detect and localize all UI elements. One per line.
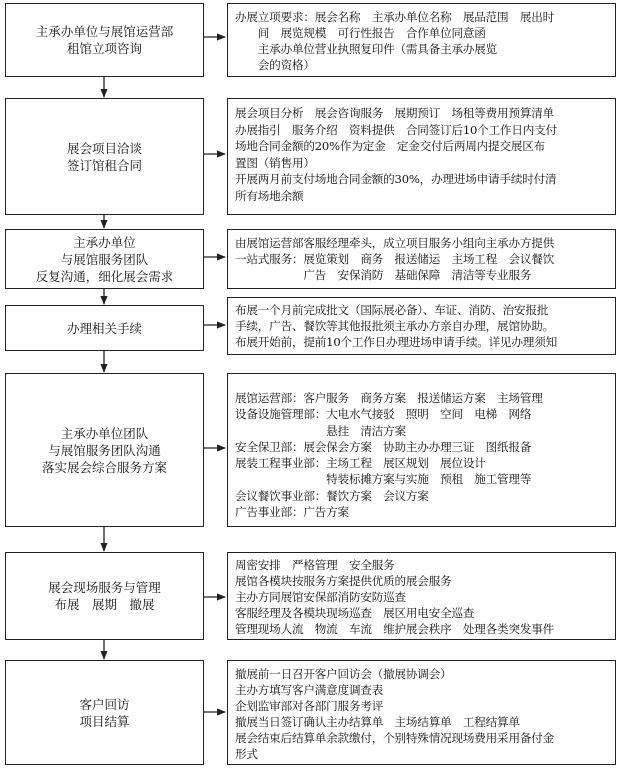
step-2-detail-line: 场地合同金额的20%作为定金 定金交付后两周内提交展区布 <box>235 139 546 153</box>
step-2-detail-line: 所有场地余额 <box>235 188 304 203</box>
step-6-detail-line: 主办方同展馆安保部消防安防巡查 <box>235 590 406 604</box>
step-2-detail-line: 开展两月前支付场地合同金额的30%，办理进场申请手续时付清 <box>235 172 557 186</box>
step-3-detail-line: 由展馆运营部客服经理牵头，成立项目服务小组向主承办方提供 <box>235 236 555 250</box>
step-6-detail-line: 客服经理及各模块现场巡查 展区用电安全巡查 <box>235 606 475 620</box>
step-1-detail-line: 主承办单位营业执照复印件（需具备主承办展览 <box>235 42 498 56</box>
step-3-details-box <box>227 229 616 289</box>
step-3-box <box>5 229 204 289</box>
step-2-box <box>5 98 204 215</box>
step-3-detail-line: 广告 安保消防 基础保障 清洁等专业服务 <box>235 268 532 282</box>
step-4-title-line-1: 办理相关手续 <box>66 320 142 336</box>
step-4-details-box <box>227 297 616 355</box>
step-2-title-line-1: 展会项目洽谈 <box>66 140 142 156</box>
step-3-title-line-1: 主承办单位 <box>73 234 136 250</box>
step-5-detail-line: 特装标摊方案与实施 预租 施工管理等 <box>235 472 532 487</box>
step-2-detail-line: 展会项目分析 展会咨询服务 展期预订 场租等费用预算清单 <box>235 106 555 120</box>
step-6-detail-line: 周密安排 严格管理 安全服务 <box>235 558 395 572</box>
step-3-title-line-2: 与展馆服务团队 <box>60 251 149 267</box>
step-6-box <box>5 552 204 640</box>
step-5-detail-line: 广告事业部：广告方案 <box>235 505 349 520</box>
step-6-details-box <box>227 552 616 640</box>
step-6-detail-line: 管理现场人流 物流 车流 维护展会秩序 处理各类突发事件 <box>235 622 555 636</box>
step-5-detail-line: 设备设施管理部：大电水气接驳 照明 空间 电梯 网络 <box>235 407 532 422</box>
step-7-detail-line: 主办方填写客户满意度调查表 <box>235 683 384 697</box>
step-2-detail-line: 置图（销售用） <box>235 155 315 170</box>
step-1-detail-line: 间 展览规模 可行性报告 合作单位同意函 <box>235 26 486 40</box>
step-2-title-line-2: 签订馆租合同 <box>66 157 142 173</box>
step-1-details-box <box>227 3 616 77</box>
step-7-detail-line: 展会结束后结算单余款缴付，个别特殊情况现场费用采用备付金 <box>235 731 555 745</box>
step-5-detail-line: 会议餐饮事业部：餐饮方案 会议方案 <box>235 488 429 503</box>
step-5-detail-line: 安全保卫部：展会保会方案 协助主办办理三证 图纸报备 <box>235 439 532 454</box>
step-5-details-box <box>227 373 616 527</box>
step-6-title-line-1: 展会现场服务与管理 <box>48 580 161 595</box>
step-7-box <box>5 660 204 765</box>
step-5-box <box>5 373 204 527</box>
step-4-detail-line: 布展一个月前完成批文（国际展必备）、车证、消防、治安报批 <box>235 303 549 317</box>
step-7-title-line-2: 项目结算 <box>79 713 130 729</box>
step-1-box <box>5 3 204 77</box>
step-7-detail-line: 形式 <box>235 747 258 761</box>
step-1-detail-line: 会的资格） <box>235 58 315 72</box>
step-7-title-line-1: 客户回访 <box>79 696 130 712</box>
step-1-title-line-1: 主承办单位与展馆运营部 <box>35 24 174 39</box>
step-5-title-line-1: 主承办单位团队 <box>60 425 149 441</box>
step-6-detail-line: 展馆各模块按服务方案提供优质的展会服务 <box>235 574 452 588</box>
step-3-detail-line: 一站式服务：展览策划 商务 报送储运 主场工程 会议餐饮 <box>235 252 555 266</box>
step-5-title-line-3: 落实展会综合服务方案 <box>41 459 167 475</box>
step-5-detail-line: 悬挂 清洁方案 <box>235 423 406 438</box>
step-4-detail-line: 布展开始前，提前10个工作日办理进场申请手续。详见办理须知 <box>235 335 557 349</box>
step-7-detail-line: 撤展前一日召开客户回访会（撤展协调会） <box>235 667 452 681</box>
step-4-box <box>5 305 204 351</box>
step-7-details-box <box>227 660 616 765</box>
step-4-detail-line: 手续，广告、餐饮等其他报批须主承办方亲自办理，展馆协助。 <box>235 319 555 333</box>
step-1-title-line-2: 租馆立项咨询 <box>66 41 142 56</box>
step-3-title-line-3: 反复沟通，细化展会需求 <box>35 268 174 284</box>
step-5-detail-line: 展馆运营部：客户服务 商务方案 报送储运方案 主场管理 <box>235 391 543 405</box>
step-1-detail-line: 办展立项要求：展会名称 主承办单位名称 展品范围 展出时 <box>235 10 555 24</box>
step-2-detail-line: 办展指引 服务介绍 资料提供 合同签订后10个工作日内支付 <box>235 122 557 137</box>
step-5-detail-line: 展装工程事业部：主场工程 展区规划 展位设计 <box>235 456 486 471</box>
step-5-title-line-2: 与展馆服务团队沟通 <box>48 442 161 458</box>
step-7-detail-line: 撤展当日签订确认主办结算单 主场结算单 工程结算单 <box>235 715 520 729</box>
step-2-details-box <box>227 98 616 215</box>
step-7-detail-line: 企划监审部对各部门服务考评 <box>235 699 384 713</box>
step-6-title-line-2: 布展 展期 撤展 <box>54 597 155 612</box>
